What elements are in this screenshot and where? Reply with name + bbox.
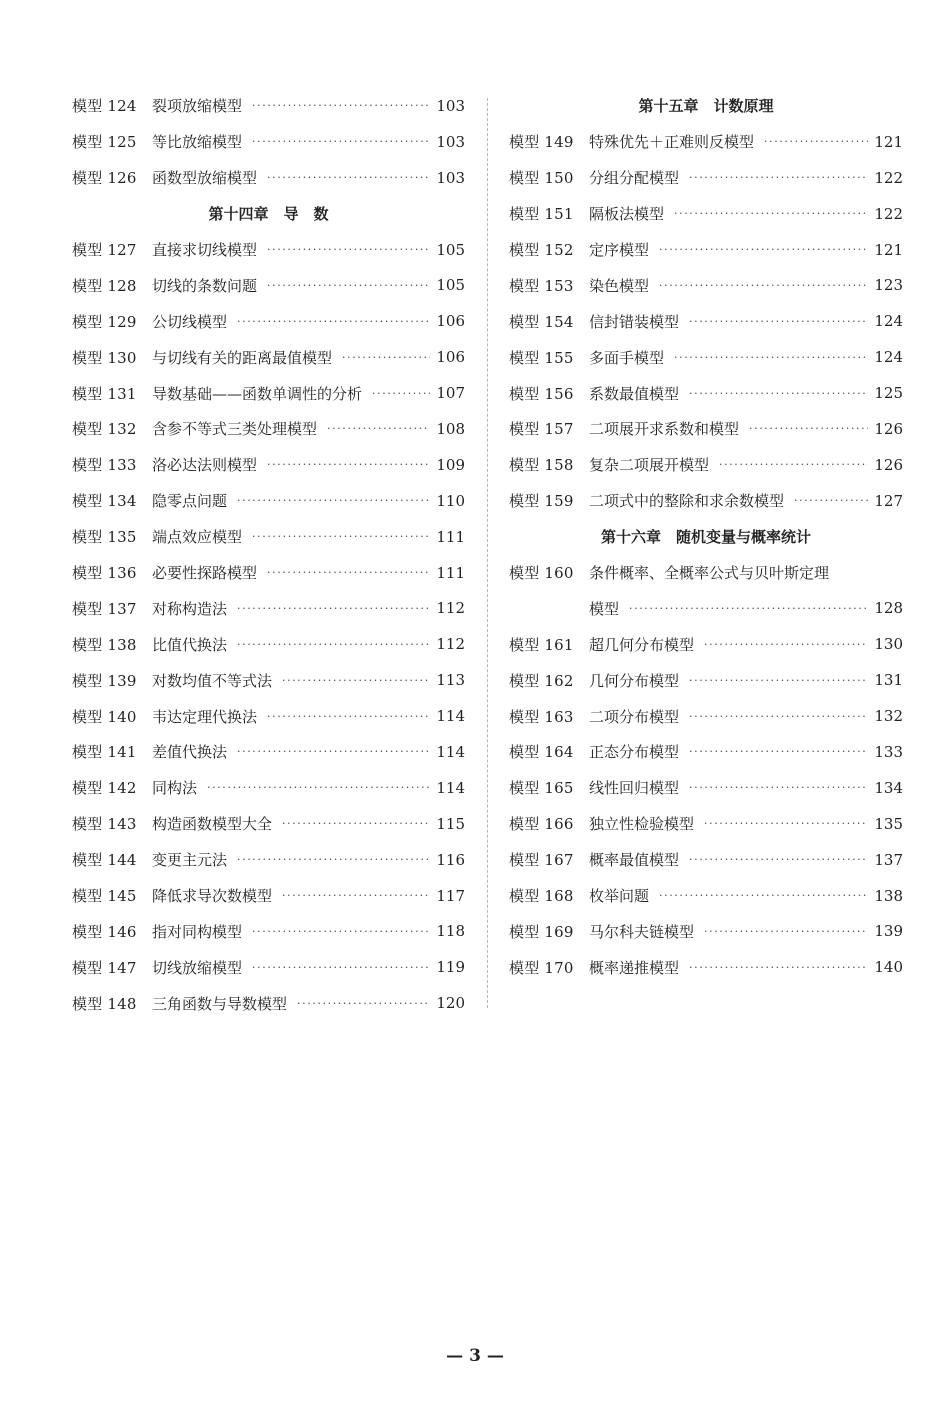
toc-entry[interactable] (72, 842, 465, 878)
toc-entry[interactable] (509, 267, 903, 303)
entry-title: 系数最值模型 (589, 384, 680, 403)
dot-leader (689, 316, 868, 327)
toc-right-column (509, 88, 903, 985)
toc-entry[interactable] (72, 447, 465, 483)
dot-leader (282, 890, 430, 901)
chapter-heading: 第十六章 随机变量与概率统计 (600, 528, 811, 547)
dot-leader (267, 280, 430, 291)
toc-entry[interactable] (72, 411, 465, 447)
entry-title: 差值代换法 (152, 743, 228, 762)
entry-code: 模型 158 (509, 456, 574, 475)
entry-page: 119 (436, 958, 465, 977)
entry-page: 123 (874, 276, 903, 295)
dot-leader (659, 280, 868, 291)
entry-title: 信封错装模型 (589, 312, 680, 331)
entry-code: 模型 128 (72, 276, 137, 295)
entry-page: 126 (874, 419, 903, 438)
entry-code: 模型 133 (72, 456, 137, 475)
dot-leader (689, 854, 868, 865)
entry-page: 114 (436, 742, 465, 761)
toc-entry[interactable] (509, 447, 903, 483)
toc-entry[interactable] (72, 555, 465, 591)
toc-entry[interactable] (72, 303, 465, 339)
toc-entry[interactable] (509, 124, 903, 160)
entry-page: 107 (436, 384, 465, 403)
entry-title: 必要性探路模型 (152, 564, 258, 583)
entry-title: 定序模型 (589, 241, 650, 259)
page-number: — 3 — (446, 1346, 504, 1366)
entry-title: 线性回归模型 (589, 779, 680, 798)
toc-entry[interactable] (509, 842, 903, 878)
toc-entry[interactable] (509, 339, 903, 375)
toc-entry[interactable] (509, 555, 903, 591)
entry-title: 几何分布模型 (589, 671, 680, 690)
toc-entry[interactable] (72, 806, 465, 842)
toc-entry[interactable] (509, 483, 903, 519)
toc-entry[interactable] (72, 267, 465, 303)
toc-entry[interactable] (509, 590, 903, 626)
entry-code: 模型 124 (72, 97, 137, 116)
entry-code: 模型 165 (509, 779, 574, 798)
entry-page: 125 (874, 384, 903, 403)
entry-code: 模型 163 (509, 707, 574, 726)
entry-title: 公切线模型 (152, 312, 228, 331)
entry-code: 模型 168 (509, 887, 574, 906)
dot-leader (297, 998, 430, 1009)
entry-code: 模型 134 (72, 492, 137, 511)
entry-page: 122 (874, 204, 903, 223)
entry-page: 105 (436, 276, 465, 295)
entry-code: 模型 127 (72, 241, 137, 259)
dot-leader (252, 531, 430, 542)
dot-leader (674, 208, 868, 219)
entry-page: 111 (436, 527, 465, 546)
toc-entry[interactable] (72, 124, 465, 160)
entry-title: 二项分布模型 (589, 707, 680, 726)
entry-code: 模型 152 (509, 241, 574, 259)
entry-title: 分组分配模型 (589, 169, 680, 188)
entry-title: 二项展开求系数和模型 (589, 420, 740, 439)
dot-leader (629, 603, 868, 614)
toc-entry[interactable] (509, 626, 903, 662)
dot-leader (689, 782, 868, 793)
toc-entry[interactable] (72, 913, 465, 949)
entry-code: 模型 150 (509, 169, 574, 188)
toc-entry[interactable] (72, 88, 465, 124)
dot-leader (267, 244, 430, 255)
toc-entry[interactable] (509, 411, 903, 447)
entry-code: 模型 156 (509, 384, 574, 403)
dot-leader (267, 711, 430, 722)
entry-title: 对称构造法 (152, 599, 228, 618)
entry-title: 洛必达法则模型 (152, 456, 258, 475)
entry-title: 端点效应模型 (152, 528, 243, 547)
entry-page: 128 (874, 599, 903, 618)
entry-title: 染色模型 (589, 276, 650, 295)
entry-page: 122 (874, 168, 903, 187)
entry-title: 函数型放缩模型 (152, 169, 258, 188)
entry-title: 二项式中的整除和求余数模型 (589, 492, 785, 511)
entry-page: 113 (436, 671, 465, 690)
entry-code: 模型 131 (72, 384, 137, 403)
toc-entry[interactable] (72, 483, 465, 519)
dot-leader (794, 495, 868, 506)
entry-code: 模型 164 (509, 743, 574, 762)
entry-code: 模型 149 (509, 133, 574, 152)
entry-title: 对数均值不等式法 (152, 671, 273, 690)
entry-title: 模型 (589, 599, 620, 618)
column-divider (487, 98, 488, 1008)
dot-leader (237, 854, 430, 865)
entry-title: 复杂二项展开模型 (589, 456, 710, 475)
entry-code: 模型 170 (509, 958, 574, 977)
dot-leader (237, 316, 430, 327)
entry-page: 131 (874, 671, 903, 690)
dot-leader (764, 136, 868, 147)
chapter-heading: 第十四章 导 数 (208, 205, 329, 224)
dot-leader (267, 459, 430, 470)
entry-title: 独立性检验模型 (589, 815, 695, 834)
entry-page: 105 (436, 240, 465, 259)
dot-leader (372, 388, 430, 399)
entry-title: 同构法 (152, 779, 198, 798)
entry-code: 模型 135 (72, 528, 137, 547)
entry-code: 模型 162 (509, 671, 574, 690)
dot-leader (689, 388, 868, 399)
entry-title: 三角函数与导数模型 (152, 994, 288, 1013)
entry-page: 108 (436, 419, 465, 438)
dot-leader (719, 459, 868, 470)
dot-leader (674, 352, 868, 363)
entry-title: 特殊优先＋正难则反模型 (589, 133, 755, 152)
entry-code: 模型 154 (509, 312, 574, 331)
entry-title: 切线的条数问题 (152, 276, 258, 295)
entry-code: 模型 169 (509, 922, 574, 941)
entry-page: 121 (874, 240, 903, 259)
entry-title: 含参不等式三类处理模型 (152, 420, 318, 439)
toc-entry[interactable] (72, 985, 465, 1021)
entry-page: 110 (436, 491, 465, 510)
dot-leader (237, 746, 430, 757)
dot-leader (282, 818, 430, 829)
dot-leader (267, 172, 430, 183)
dot-leader (689, 746, 868, 757)
entry-title: 多面手模型 (589, 348, 665, 367)
entry-page: 137 (874, 850, 903, 869)
entry-page: 132 (874, 707, 903, 726)
entry-title: 直接求切线模型 (152, 241, 258, 259)
entry-title: 超几何分布模型 (589, 635, 695, 654)
entry-page: 112 (436, 635, 465, 654)
entry-page: 130 (874, 635, 903, 654)
entry-page: 116 (436, 850, 465, 869)
entry-code: 模型 160 (509, 564, 574, 583)
dot-leader (282, 675, 430, 686)
toc-entry[interactable] (509, 698, 903, 734)
entry-code: 模型 166 (509, 815, 574, 834)
entry-code: 模型 167 (509, 851, 574, 870)
entry-page: 124 (874, 348, 903, 367)
entry-code: 模型 143 (72, 815, 137, 834)
dot-leader (342, 352, 430, 363)
entry-page: 112 (436, 599, 465, 618)
dot-leader (704, 926, 868, 937)
toc-entry[interactable] (72, 878, 465, 914)
toc-entry[interactable] (509, 303, 903, 339)
dot-leader (267, 567, 430, 578)
entry-page: 124 (874, 312, 903, 331)
dot-leader (704, 818, 868, 829)
dot-leader (749, 423, 868, 434)
toc-left-column (72, 88, 465, 1021)
entry-title: 概率递推模型 (589, 958, 680, 977)
dot-leader (237, 639, 430, 650)
toc-entry[interactable] (509, 806, 903, 842)
dot-leader (659, 244, 868, 255)
entry-code: 模型 155 (509, 348, 574, 367)
entry-code: 模型 129 (72, 312, 137, 331)
entry-code: 模型 161 (509, 635, 574, 654)
entry-title: 隔板法模型 (589, 205, 665, 224)
toc-entry[interactable] (509, 196, 903, 232)
dot-leader (327, 423, 430, 434)
entry-page: 111 (436, 563, 465, 582)
entry-title: 正态分布模型 (589, 743, 680, 762)
dot-leader (207, 782, 430, 793)
entry-code: 模型 145 (72, 887, 137, 906)
entry-title: 条件概率、全概率公式与贝叶斯定理 (589, 564, 830, 583)
dot-leader (237, 603, 430, 614)
entry-title: 切线放缩模型 (152, 958, 243, 977)
entry-title: 隐零点问题 (152, 492, 228, 511)
entry-title: 马尔科夫链模型 (589, 922, 695, 941)
entry-title: 构造函数模型大全 (152, 815, 273, 834)
entry-code: 模型 136 (72, 564, 137, 583)
entry-page: 138 (874, 886, 903, 905)
entry-code: 模型 141 (72, 743, 137, 762)
dot-leader (689, 962, 868, 973)
toc-entry[interactable] (72, 734, 465, 770)
toc-entry[interactable] (509, 878, 903, 914)
entry-page: 133 (874, 742, 903, 761)
toc-entry[interactable] (509, 160, 903, 196)
toc-entry[interactable] (72, 626, 465, 662)
toc-entry[interactable] (509, 734, 903, 770)
chapter-heading: 第十五章 计数原理 (638, 97, 774, 116)
entry-page: 103 (436, 168, 465, 187)
entry-code: 模型 138 (72, 635, 137, 654)
entry-page: 103 (436, 96, 465, 115)
entry-title: 等比放缩模型 (152, 133, 243, 152)
entry-code: 模型 139 (72, 671, 137, 690)
toc-entry[interactable] (72, 232, 465, 268)
entry-code: 模型 151 (509, 205, 574, 224)
entry-title: 裂项放缩模型 (152, 97, 243, 116)
toc-entry[interactable] (72, 519, 465, 555)
toc-entry[interactable] (72, 949, 465, 985)
entry-code: 模型 142 (72, 779, 137, 798)
entry-page: 121 (874, 132, 903, 151)
entry-code: 模型 148 (72, 994, 137, 1013)
entry-page: 120 (436, 994, 465, 1013)
entry-code: 模型 147 (72, 958, 137, 977)
entry-title: 比值代换法 (152, 635, 228, 654)
entry-page: 135 (874, 814, 903, 833)
entry-page: 134 (874, 778, 903, 797)
entry-title: 枚举问题 (589, 887, 650, 906)
entry-page: 117 (436, 886, 465, 905)
entry-title: 概率最值模型 (589, 851, 680, 870)
toc-entry[interactable] (72, 339, 465, 375)
toc-entry[interactable] (72, 662, 465, 698)
entry-page: 127 (874, 491, 903, 510)
entry-page: 115 (436, 814, 465, 833)
toc-entry[interactable] (72, 160, 465, 196)
toc-entry[interactable] (72, 375, 465, 411)
toc-entry[interactable] (509, 913, 903, 949)
entry-code: 模型 140 (72, 707, 137, 726)
entry-code: 模型 157 (509, 420, 574, 439)
entry-page: 114 (436, 707, 465, 726)
entry-code: 模型 126 (72, 169, 137, 188)
dot-leader (689, 675, 868, 686)
entry-code: 模型 159 (509, 492, 574, 511)
entry-page: 139 (874, 922, 903, 941)
entry-code: 模型 144 (72, 851, 137, 870)
entry-title: 韦达定理代换法 (152, 707, 258, 726)
entry-page: 140 (874, 958, 903, 977)
toc-entry[interactable] (72, 770, 465, 806)
dot-leader (252, 100, 430, 111)
toc-entry[interactable] (509, 375, 903, 411)
dot-leader (252, 962, 430, 973)
entry-title: 与切线有关的距离最值模型 (152, 348, 333, 367)
entry-code: 模型 132 (72, 420, 137, 439)
toc-entry[interactable] (509, 949, 903, 985)
toc-entry[interactable] (509, 662, 903, 698)
toc-entry[interactable] (72, 698, 465, 734)
entry-code: 模型 153 (509, 276, 574, 295)
entry-code: 模型 125 (72, 133, 137, 152)
entry-page: 103 (436, 132, 465, 151)
entry-title: 导数基础——函数单调性的分析 (152, 384, 363, 403)
dot-leader (689, 711, 868, 722)
entry-page: 109 (436, 455, 465, 474)
entry-page: 126 (874, 455, 903, 474)
dot-leader (659, 890, 868, 901)
dot-leader (704, 639, 868, 650)
entry-title: 降低求导次数模型 (152, 887, 273, 906)
toc-entry[interactable] (72, 590, 465, 626)
entry-code: 模型 137 (72, 599, 137, 618)
entry-page: 106 (436, 312, 465, 331)
dot-leader (237, 495, 430, 506)
toc-entry[interactable] (509, 770, 903, 806)
entry-title: 变更主元法 (152, 851, 228, 870)
dot-leader (252, 136, 430, 147)
entry-page: 106 (436, 348, 465, 367)
entry-page: 114 (436, 778, 465, 797)
entry-code: 模型 130 (72, 348, 137, 367)
dot-leader (689, 172, 868, 183)
entry-title: 指对同构模型 (152, 922, 243, 941)
entry-page: 118 (436, 922, 465, 941)
entry-code: 模型 146 (72, 922, 137, 941)
dot-leader (252, 926, 430, 937)
toc-entry[interactable] (509, 232, 903, 268)
